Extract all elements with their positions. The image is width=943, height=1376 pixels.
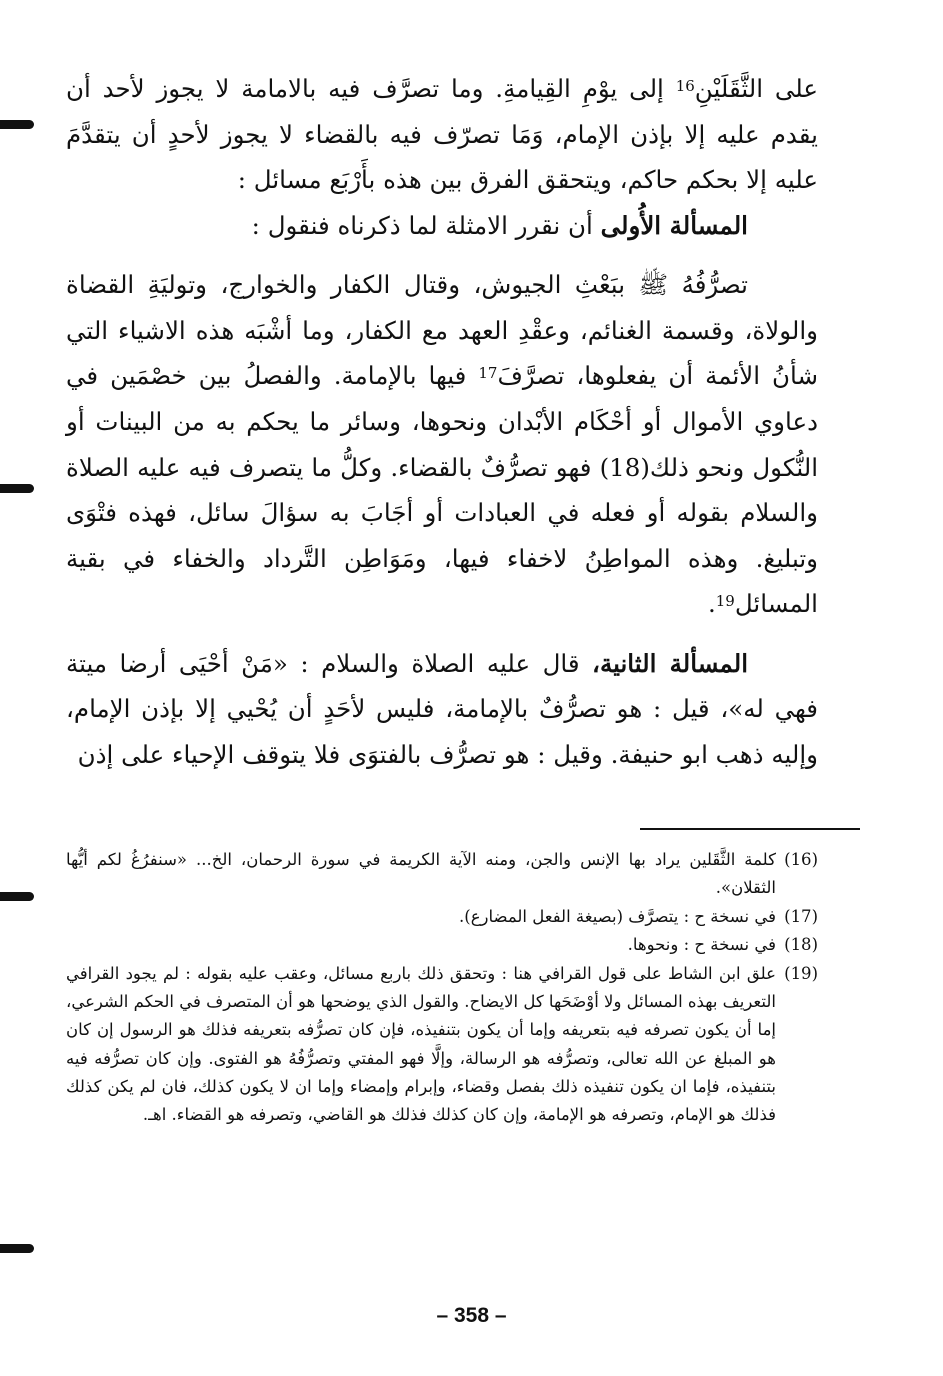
footnote-number: (17) — [784, 906, 818, 926]
binding-mark — [0, 120, 34, 129]
intro-text-part2: إلى يوْمِ القِيامةِ. وما تصرَّف فيه بالامامة لا يجوز لأحد أن يقدم عليه إلا بإذن الإمام، وَمَا تصرّف فيه بالقضاء لا يجوز لأحدٍ أن يتقدَّمَ عليه إلا بحكم حاكم، ويتحقق الفرق بين هذه بأَرْبَع مسائل : — [66, 74, 818, 195]
footnote-16 — [66, 846, 818, 903]
footnote-number: (19) — [784, 963, 818, 983]
footnote-18 — [66, 931, 818, 959]
q1-body-part2: فيها بالإمامة. والفصلُ بين خصْمَين في دعاوي الأموال أو أحْكَام الأبْدان ونحوها، وسائر ما يحكم به من البينات أو النُّكول ونحو ذلك — [66, 361, 819, 482]
footnote-number: (16) — [784, 850, 818, 869]
q1-body-part3: فهو تصرُّفٌ بالقضاء. وكلُّ ما يتصرف فيه عليه الصلاة والسلام بقوله أو فعله في العبادات أو أجَابَ به سؤالَ سائل، فهذه فتْوَى وتبليغ. وهذه المواطِنُ لاخفاء فيها، ومَوَاطِن التَّرداد والخفاء في بقية المسائل — [66, 452, 818, 619]
binding-mark — [0, 1244, 34, 1253]
footnote-17 — [66, 903, 818, 931]
binding-mark — [0, 484, 34, 493]
q1-body-part1: تصرُّفُهُ ﷺ ببَعْثِ الجيوش، وقتال الكفار والخوارج، وتوليَةِ القضاة والولاة، وقسمة الغنائم، وعقْدِ العهد مع الكفار، وما أشْبَه هذه الاشياء التي شأنُ الأئمة أن يفعلوها، تصرَّفَ — [66, 270, 819, 391]
footnote-ref-16: 16 — [675, 77, 695, 95]
footnote-ref-17: 17 — [478, 364, 498, 383]
footnote-divider — [640, 828, 860, 830]
footnotes — [66, 846, 818, 1130]
footnote-text: كلمة الثَّقَلين يراد بها الإنس والجن، ومنه الآية الكريمة في سورة الرحمان، الخ... «سنفرُغُ لكم أيُّها الثقلان». — [66, 850, 776, 898]
question-2-title: المسألة الثانية، — [592, 648, 748, 678]
footnote-text: علق ابن الشاط على قول القرافي هنا : وتحقق ذلك باربع مسائل، وعقب عليه بقوله : لم يجود القرافي التعريف بهذه المسائل ولا أوْضَحَها كل الايضاح. والقول الذي يوضحها هو أن المتصرف في الحكم الشرعي، إما أن يكون تصرفه فيه بتعريفه وإما أن يكون بتنفيذه، فإن كان تصرُّفه بتعريفه فذلك هو الرسول إن كان هو المبلغ عن الله تعالى، وتصرُّفه هو الرسالة، وإلَّا فهو المفتي وتصرُّفُهُ هو الفتوى. وإن كان تصرُّفه فيه بتنفيذه، فإما ان يكون تنفيذه ذلك بفصل وقضاء، وإبرام وإمضاء وإما ان لا يكون كذلك، فان لم يكن كذلك فذلك هو الإمام، وتصرفه هو الإمامة، وإن كان كذلك فذلك هو القاضي، وتصرفه هو القضاء. اهـ. — [66, 963, 776, 1125]
question-1-body — [66, 262, 818, 627]
intro-text-part1: على الثَّقَلَيْنِ — [694, 74, 818, 103]
footnote-19 — [66, 960, 818, 1130]
main-text — [66, 66, 818, 777]
footnote-text: في نسخة ح : يتصرَّف (بصيغة الفعل المضارع). — [459, 906, 776, 926]
page-number: – 358 – — [436, 1304, 507, 1327]
question-1-title: المسألة الأُولى — [600, 210, 748, 240]
footnote-text: في نسخة ح : ونحوها. — [627, 935, 776, 955]
question-2-text: قال عليه الصلاة والسلام : «مَنْ أحْيَى أرضا ميتة فهي له»، قيل : هو تصرُّفٌ بالإمامة، فليس لأحَدٍ أن يُحْيي إلا بإذن الإمام، وإليه ذهب ابو حنيفة. وقيل : هو تصرُّف بالفتوَى فلا يتوقف الإحياء على إذن — [66, 648, 818, 769]
footnote-number: (18) — [784, 935, 818, 955]
footnote-ref-18: (18) — [599, 452, 650, 482]
footnote-ref-19: 19 — [715, 592, 735, 611]
question-1-heading — [66, 203, 818, 249]
q1-body-part4: . — [707, 589, 716, 619]
question-2-paragraph — [66, 641, 818, 778]
binding-mark — [0, 892, 34, 901]
question-1-text: أن نقرر الامثلة لما ذكرناه فنقول : — [251, 210, 601, 240]
intro-paragraph — [66, 66, 818, 203]
